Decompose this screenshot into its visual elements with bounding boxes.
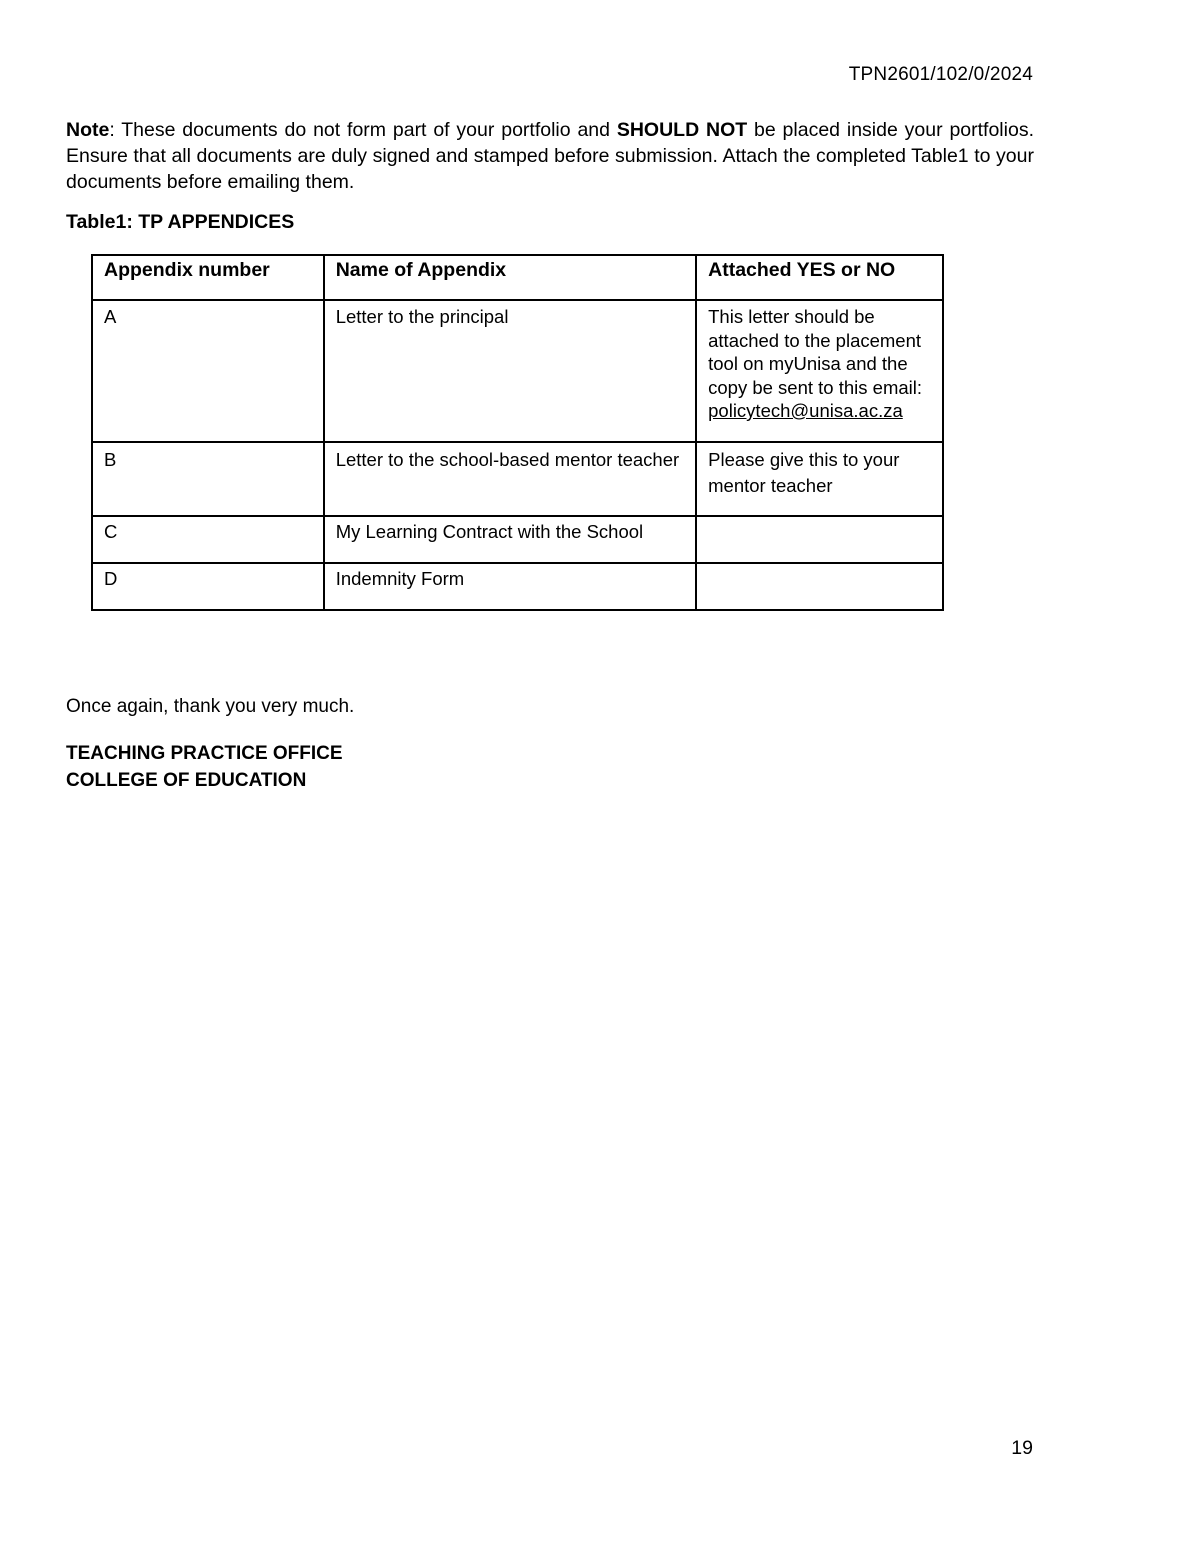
note-text-before: : These documents do not form part of your portfolio and — [109, 119, 617, 141]
note-label: Note — [66, 119, 110, 141]
appendix-name: Indemnity Form — [324, 563, 696, 610]
office-signature — [66, 740, 343, 794]
appendix-number: A — [92, 300, 324, 442]
table-row — [92, 516, 943, 563]
note-paragraph — [66, 117, 1034, 195]
table-row — [92, 442, 943, 516]
closing-thanks: Once again, thank you very much. — [66, 696, 355, 717]
attached-note: This letter should be attached to the placement tool on myUnisa and the copy be sent to this email: — [708, 306, 923, 398]
email-link[interactable]: policytech@unisa.ac.za — [708, 400, 903, 421]
note-emphasis: SHOULD NOT — [616, 119, 748, 141]
office-line-1: TEACHING PRACTICE OFFICE — [66, 743, 343, 764]
appendix-attached — [696, 516, 943, 563]
header-attached: Attached YES or NO — [696, 255, 943, 300]
appendix-attached: Please give this to your mentor teacher — [696, 442, 943, 516]
table-caption: Table1: TP APPENDICES — [66, 211, 295, 233]
appendix-number: D — [92, 563, 324, 610]
appendix-number: C — [92, 516, 324, 563]
appendix-attached — [696, 300, 943, 442]
document-reference: TPN2601/102/0/2024 — [848, 64, 1033, 85]
appendix-number: B — [92, 442, 324, 516]
appendix-name: My Learning Contract with the School — [324, 516, 696, 563]
table-header-row — [92, 255, 943, 300]
note-text-after: be placed inside your portfolios. Ensure that all documents are duly signed and stamped before submission. Attach the completed Table1 to your documents before emailing them. — [66, 119, 1034, 193]
appendices-table — [91, 254, 944, 611]
office-line-2: COLLEGE OF EDUCATION — [66, 770, 307, 791]
appendix-attached — [696, 563, 943, 610]
appendix-name: Letter to the principal — [324, 300, 696, 442]
table-row — [92, 563, 943, 610]
header-name-of-appendix: Name of Appendix — [324, 255, 696, 300]
header-appendix-number: Appendix number — [92, 255, 324, 300]
appendix-name: Letter to the school-based mentor teacher — [324, 442, 696, 516]
page-number: 19 — [1011, 1437, 1033, 1459]
table-row — [92, 300, 943, 442]
